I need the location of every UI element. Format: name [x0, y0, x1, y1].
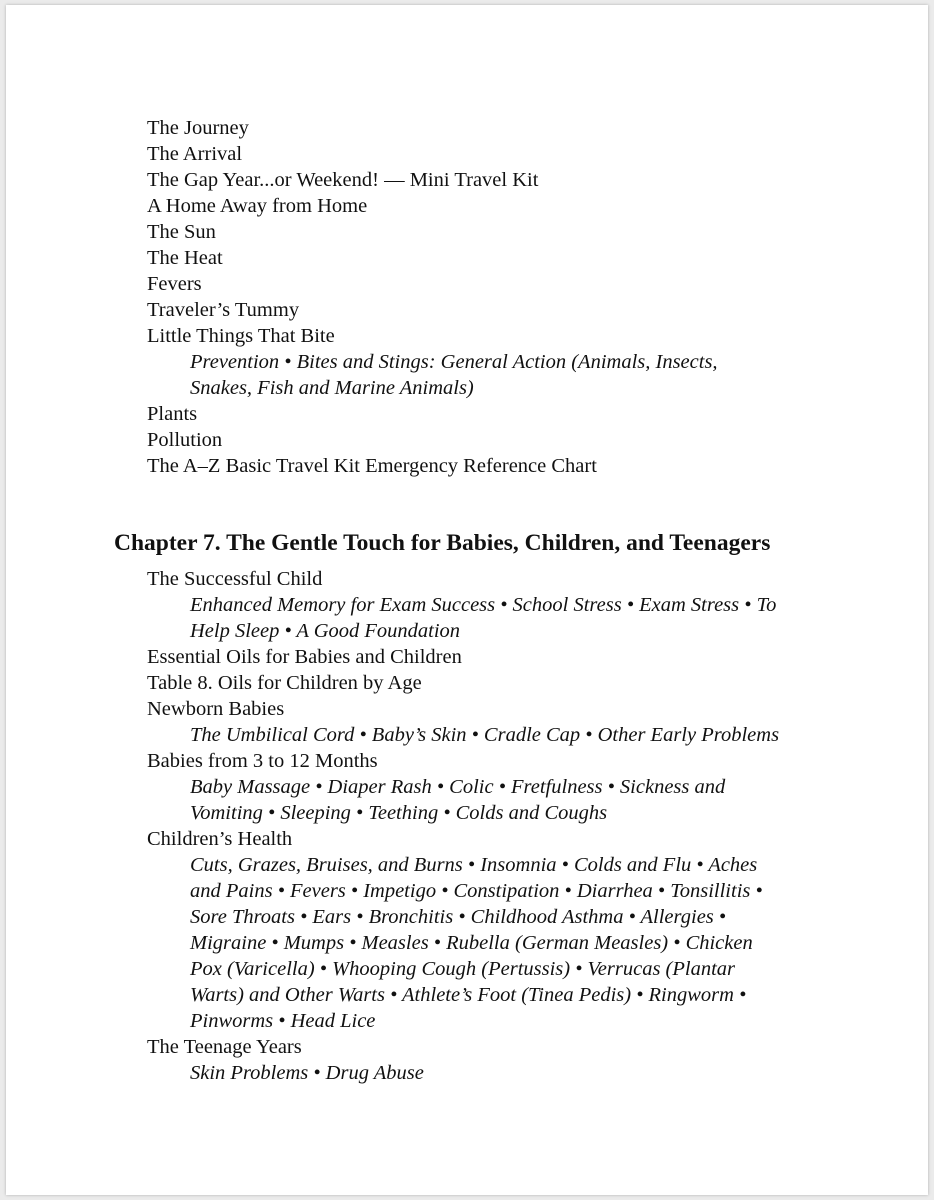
toc-entry-the-journey: The Journey — [147, 117, 249, 139]
toc-entry-childrens-health: Children’s Health — [147, 828, 293, 850]
toc-entry-essential-oils: Essential Oils for Babies and Children — [147, 646, 462, 668]
toc-subentries-line: Skin Problems • Drug Abuse — [190, 1062, 424, 1084]
toc-entry-the-heat: The Heat — [147, 247, 223, 269]
document-page — [6, 5, 928, 1195]
toc-subentries-line: Help Sleep • A Good Foundation — [190, 620, 461, 642]
toc-entry-gap-year: The Gap Year...or Weekend! — Mini Travel Kit — [147, 169, 539, 191]
chapter-heading: Chapter 7. The Gentle Touch for Babies, Children, and Teenagers — [114, 530, 771, 556]
toc-entry-the-sun: The Sun — [147, 221, 216, 243]
toc-subentries-line: Prevention • Bites and Stings: General Action (Animals, Insects, — [190, 351, 718, 373]
toc-entry-table-8: Table 8. Oils for Children by Age — [147, 672, 422, 694]
toc-subentries-line: Migraine • Mumps • Measles • Rubella (German Measles) • Chicken — [190, 932, 753, 954]
toc-subentries-line: Snakes, Fish and Marine Animals) — [190, 377, 474, 399]
toc-subentries-line: The Umbilical Cord • Baby’s Skin • Cradle Cap • Other Early Problems — [190, 724, 780, 746]
toc-entry-newborn: Newborn Babies — [147, 698, 285, 720]
toc-entry-travelers-tummy: Traveler’s Tummy — [147, 299, 300, 321]
toc-entry-the-arrival: The Arrival — [147, 143, 243, 165]
toc-entry-successful-child: The Successful Child — [147, 568, 323, 590]
toc-entry-babies-3-12: Babies from 3 to 12 Months — [147, 750, 378, 772]
toc-subentries-line: Pox (Varicella) • Whooping Cough (Pertussis) • Verrucas (Plantar — [190, 958, 736, 980]
toc-subentries-line: Warts) and Other Warts • Athlete’s Foot (Tinea Pedis) • Ringworm • — [190, 984, 747, 1006]
toc-entry-teenage-years: The Teenage Years — [147, 1036, 302, 1058]
toc-entry-pollution: Pollution — [147, 429, 223, 451]
toc-subentries-line: Baby Massage • Diaper Rash • Colic • Fretfulness • Sickness and — [190, 776, 726, 798]
toc-entry-home-away: A Home Away from Home — [147, 195, 368, 217]
toc-subentries-line: Pinworms • Head Lice — [190, 1010, 376, 1032]
toc-entry-plants: Plants — [147, 403, 198, 425]
toc-subentries-line: Cuts, Grazes, Bruises, and Burns • Insomnia • Colds and Flu • Aches — [190, 854, 758, 876]
toc-entry-little-things: Little Things That Bite — [147, 325, 335, 347]
toc-subentries-line: Enhanced Memory for Exam Success • School Stress • Exam Stress • To — [190, 594, 777, 616]
toc-entry-az-chart: The A–Z Basic Travel Kit Emergency Reference Chart — [147, 455, 597, 477]
toc-subentries-line: Vomiting • Sleeping • Teething • Colds and Coughs — [190, 802, 608, 824]
toc-subentries-line: and Pains • Fevers • Impetigo • Constipation • Diarrhea • Tonsillitis • — [190, 880, 763, 902]
toc-entry-fevers: Fevers — [147, 273, 202, 295]
toc-subentries-line: Sore Throats • Ears • Bronchitis • Childhood Asthma • Allergies • — [190, 906, 727, 928]
